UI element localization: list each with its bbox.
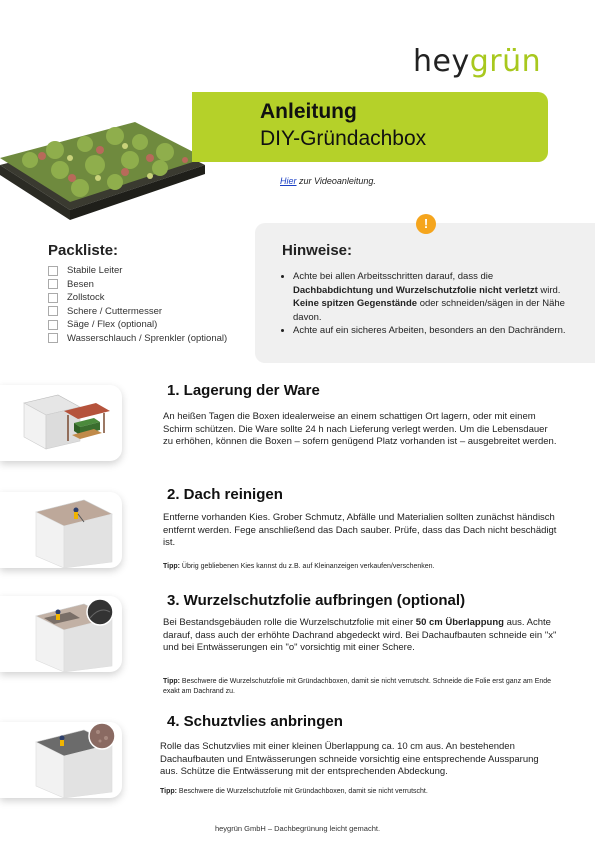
heygruen-logo: heygrün: [413, 44, 542, 79]
step-2-text: Entferne vorhanden Kies. Grober Schmutz, Abfälle und Materialien sollten zunächst händisch entfernt werden. Fege anschließend das Dach sauber. Prüfe, dass das Dach nicht beschädigt ist.: [163, 512, 557, 548]
step-3-text: Bei Bestandsgebäuden rolle die Wurzelschutzfolie mit einer 50 cm Überlappung aus. Achte darauf, dass auch der erhöhte Dachrand abgedeckt wird. Bei Dachaufbauten schneide ein "x" und bei Entwässerungen ein "o" vorsichtig mit einer Schere.: [163, 617, 557, 653]
checkbox[interactable]: [48, 306, 58, 316]
step-3-illustration-card: [0, 596, 122, 672]
root-barrier-illustration: [0, 596, 122, 672]
warning-icon: !: [416, 214, 436, 234]
list-item: • Achte auf ein sicheres Arbeiten, besonders an den Dachrändern.: [293, 324, 568, 338]
step-2-illustration-card: [0, 492, 122, 568]
list-item: Besen: [48, 278, 227, 292]
page-title: Anleitung: [260, 100, 357, 123]
green-roof-box-image: [0, 70, 210, 220]
checkbox[interactable]: [48, 293, 58, 303]
step-3-tip: Tipp: Beschwere die Wurzelschutzfolie mit Gründachboxen, damit sie nicht verrutscht. Schneide die Folie erst ganz am Ende exakt am Dachrand zu.: [163, 678, 552, 695]
list-item: Zollstock: [48, 291, 227, 305]
step-3-title: 3. Wurzelschutzfolie aufbringen (optional): [167, 592, 466, 609]
step-4-text: Rolle das Schutzvlies mit einer kleinen Überlappung ca. 10 cm aus. An bestehenden Dachaufbauten und Entwässerungen schneide vorsichtig eine entsprechende Aussparung aus. Schütze die Entwässerung mit der entsprechenden Abdeckung.: [160, 741, 539, 777]
step-1-text: An heißen Tagen die Boxen idealerweise an einem schattigen Ort lagern, oder mit einem Schirm schützen. Die Ware sollte 24 h nach Lieferung verlegt werden. Um die Lebensdauer zu erhöhen, können die Boxen – sofern genügend Platz vorhanden ist – ausgebreitet werden.: [163, 411, 557, 447]
list-item: Schere / Cuttermesser: [48, 305, 227, 319]
step-4-illustration-card: [0, 722, 122, 798]
step-2-title: 2. Dach reinigen: [167, 486, 283, 503]
step-1-illustration-card: [0, 385, 122, 461]
step-4-tip: Tipp: Beschwere die Wurzelschutzfolie mit Gründachboxen, damit sie nicht verrutscht.: [160, 788, 428, 795]
hinweise-heading: Hinweise:: [282, 242, 353, 259]
step-4-title: 4. Schuztvlies anbringen: [167, 713, 343, 730]
storage-illustration: [0, 385, 122, 461]
list-item: Säge / Flex (optional): [48, 318, 227, 332]
page-subtitle: DIY-Gründachbox: [260, 127, 427, 150]
video-link-line: Hier zur Videoanleitung.: [280, 176, 376, 186]
step-2-tip: Tipp: Übrig gebliebenen Kies kannst du z.B. auf Kleinanzeigen verkaufen/verschenken.: [163, 563, 435, 570]
protective-fleece-illustration: [0, 722, 122, 798]
packliste: [48, 264, 227, 345]
step-1-title: 1. Lagerung der Ware: [167, 382, 320, 399]
footer: heygrün GmbH – Dachbegrünung leicht gemacht.: [214, 824, 381, 833]
video-link[interactable]: Hier: [280, 176, 297, 186]
list-item: • Achte bei allen Arbeitsschritten darauf, dass die Dachbabdichtung und Wurzelschutzfolie nicht verletzt wird. Keine spitzen Gegenstände oder schneiden/sägen in der Nähe davon.: [293, 270, 568, 324]
list-item: Stabile Leiter: [48, 264, 227, 278]
list-item: Wasserschlauch / Sprenkler (optional): [48, 332, 227, 346]
checkbox[interactable]: [48, 333, 58, 343]
checkbox[interactable]: [48, 279, 58, 289]
checkbox[interactable]: [48, 266, 58, 276]
hinweise-list: [283, 270, 568, 338]
packliste-heading: Packliste:: [48, 242, 119, 259]
checkbox[interactable]: [48, 320, 58, 330]
roof-cleaning-illustration: [0, 492, 122, 568]
